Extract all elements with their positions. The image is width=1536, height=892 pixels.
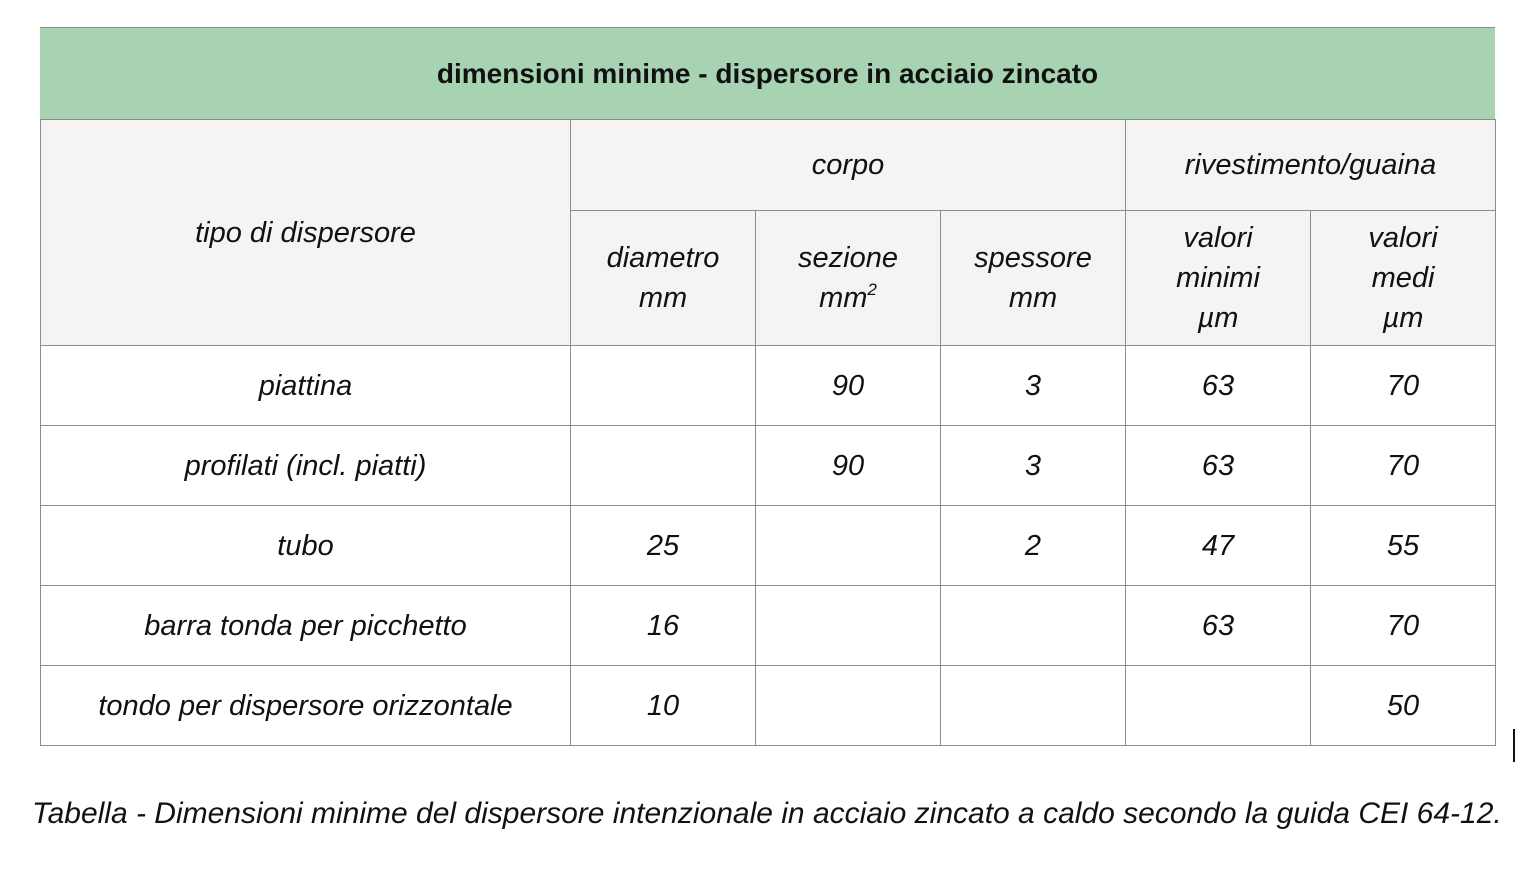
table-row — [41, 506, 1496, 586]
table-row — [41, 586, 1496, 666]
cell-minimi: 47 — [1126, 506, 1311, 586]
table-grid — [40, 119, 1496, 746]
cell-sezione: 90 — [756, 426, 941, 506]
cell-sezione — [756, 666, 941, 746]
cell-diametro — [571, 426, 756, 506]
cell-medi: 70 — [1311, 586, 1496, 666]
cell-minimi — [1126, 666, 1311, 746]
table-title: dimensioni minime - dispersore in acciaio zincato — [40, 27, 1495, 119]
header-row-groups — [41, 120, 1496, 211]
cell-spessore: 3 — [941, 346, 1126, 426]
cell-sezione — [756, 506, 941, 586]
cell-minimi: 63 — [1126, 426, 1311, 506]
cell-diametro: 10 — [571, 666, 756, 746]
cell-spessore — [941, 586, 1126, 666]
cell-medi: 70 — [1311, 426, 1496, 506]
cell-tipo: piattina — [41, 346, 571, 426]
header-corpo: corpo — [571, 120, 1126, 211]
cell-medi: 70 — [1311, 346, 1496, 426]
cell-sezione: 90 — [756, 346, 941, 426]
cell-diametro: 25 — [571, 506, 756, 586]
dimension-table — [40, 27, 1495, 746]
header-spessore: spessore mm — [941, 211, 1126, 346]
cell-spessore — [941, 666, 1126, 746]
cell-minimi: 63 — [1126, 346, 1311, 426]
cell-diametro: 16 — [571, 586, 756, 666]
cell-tipo: profilati (incl. piatti) — [41, 426, 571, 506]
cell-tipo: tubo — [41, 506, 571, 586]
cell-sezione — [756, 586, 941, 666]
header-sezione: sezione $mm^2$ — [756, 211, 941, 346]
text-cursor — [1513, 729, 1515, 762]
cell-spessore: 3 — [941, 426, 1126, 506]
header-valori-medi: valori medi µm — [1311, 211, 1496, 346]
header-valori-minimi: valori minimi µm — [1126, 211, 1311, 346]
header-diametro: diametro mm — [571, 211, 756, 346]
cell-minimi: 63 — [1126, 586, 1311, 666]
cell-medi: 50 — [1311, 666, 1496, 746]
header-rivestimento: rivestimento/guaina — [1126, 120, 1496, 211]
cell-spessore: 2 — [941, 506, 1126, 586]
cell-tipo: tondo per dispersore orizzontale — [41, 666, 571, 746]
header-tipo: tipo di dispersore — [41, 120, 571, 346]
table-row — [41, 426, 1496, 506]
cell-diametro — [571, 346, 756, 426]
cell-medi: 55 — [1311, 506, 1496, 586]
table-row — [41, 666, 1496, 746]
cell-tipo: barra tonda per picchetto — [41, 586, 571, 666]
table-caption: Tabella - Dimensioni minime del dispersore intenzionale in acciaio zincato a caldo secondo la guida CEI 64-12. — [32, 797, 1502, 830]
table-row — [41, 346, 1496, 426]
